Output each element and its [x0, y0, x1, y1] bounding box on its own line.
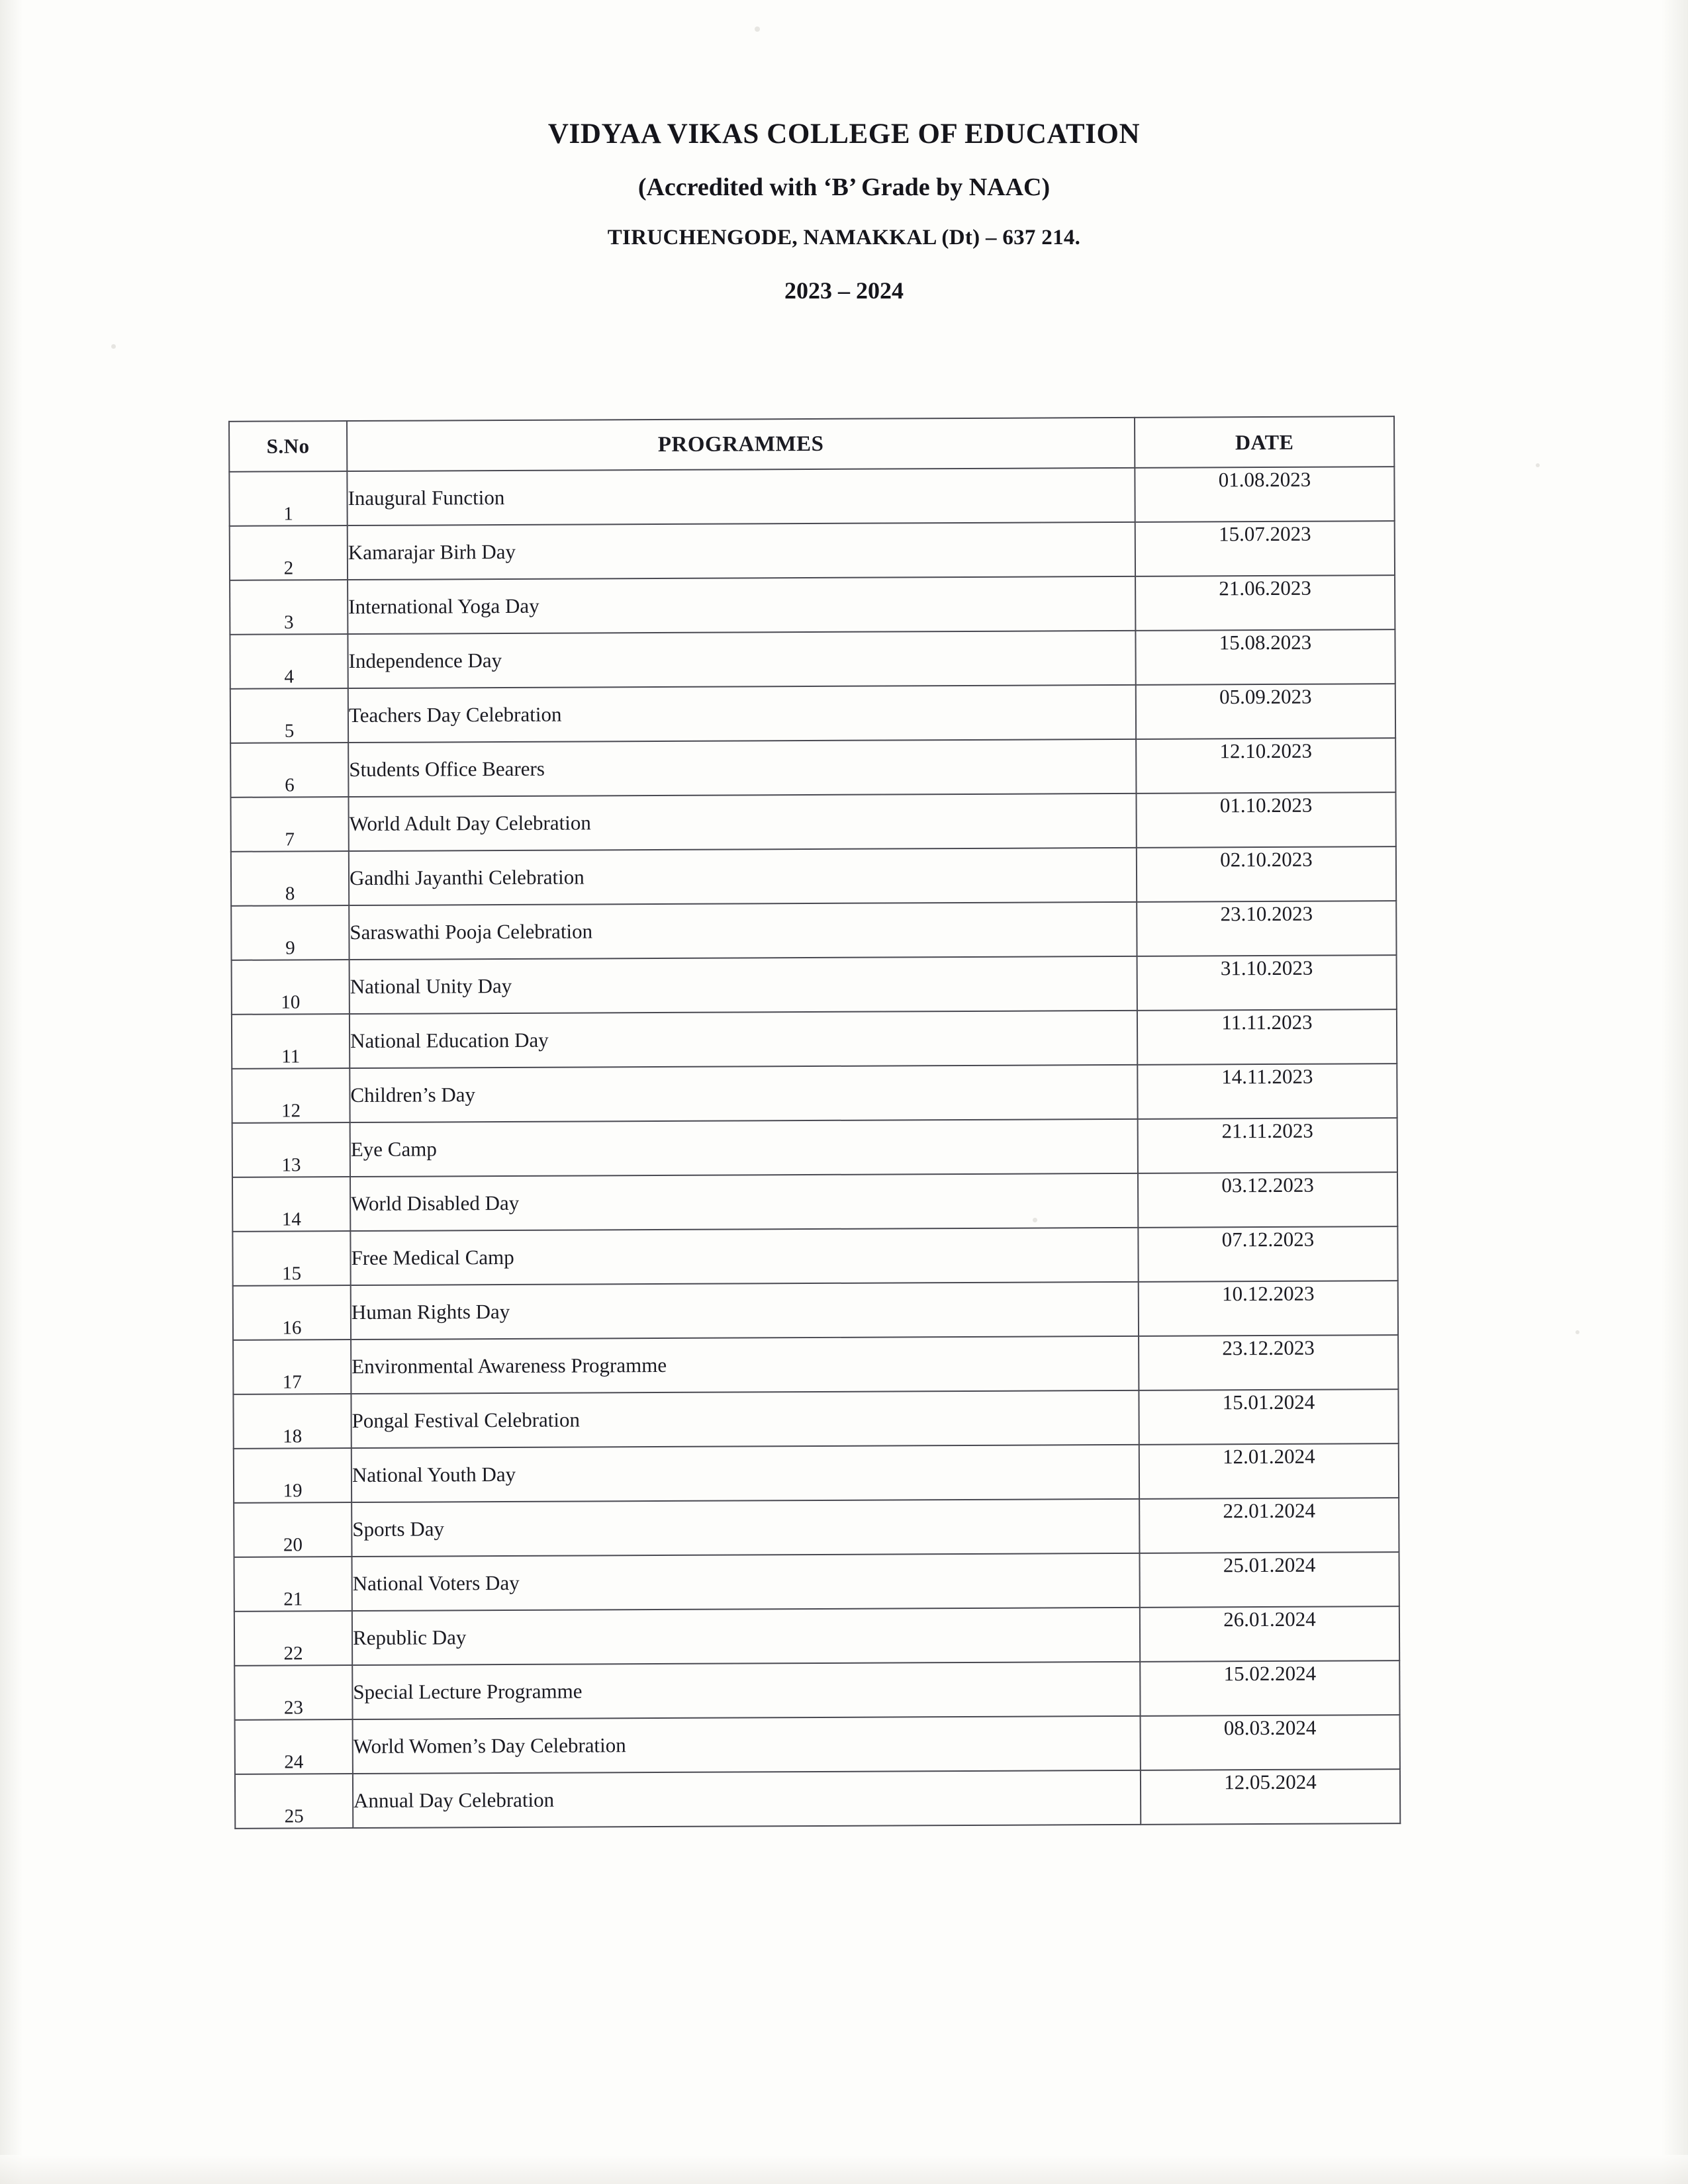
- cell-programme: National Education Day: [350, 1011, 1137, 1068]
- table-row: [230, 792, 1395, 852]
- table-row: [235, 1769, 1400, 1829]
- cell-programme: Gandhi Jayanthi Celebration: [349, 848, 1137, 905]
- cell-date: 25.01.2024: [1139, 1552, 1399, 1608]
- cell-date: 12.01.2024: [1139, 1443, 1399, 1499]
- table-row: [230, 575, 1395, 635]
- cell-date: 15.01.2024: [1139, 1389, 1398, 1445]
- scan-edge-left: [0, 0, 23, 2184]
- cell-sno: 12: [232, 1068, 350, 1123]
- cell-programme: Inaugural Function: [347, 468, 1135, 525]
- table-row: [233, 1389, 1398, 1449]
- cell-date: 15.07.2023: [1135, 521, 1395, 576]
- academic-year: 2023 – 2024: [784, 277, 904, 304]
- cell-date: 07.12.2023: [1138, 1226, 1397, 1282]
- column-header-programmes: PROGRAMMES: [347, 418, 1135, 471]
- cell-sno: 11: [232, 1014, 350, 1069]
- cell-programme: National Voters Day: [352, 1553, 1139, 1611]
- cell-sno: 14: [232, 1177, 350, 1232]
- cell-programme: Saraswathi Pooja Celebration: [349, 902, 1137, 960]
- cell-programme: National Unity Day: [350, 956, 1137, 1014]
- scan-speck: [1575, 1330, 1579, 1334]
- cell-date: 03.12.2023: [1138, 1172, 1397, 1228]
- table-row: [232, 1064, 1397, 1123]
- scan-speck: [1536, 463, 1540, 467]
- cell-sno: 13: [232, 1122, 350, 1177]
- cell-sno: 6: [230, 743, 348, 797]
- cell-date: 08.03.2024: [1141, 1715, 1400, 1770]
- cell-date: 31.10.2023: [1137, 955, 1397, 1011]
- table-row: [232, 1118, 1397, 1177]
- cell-programme: Independence Day: [348, 631, 1135, 688]
- cell-sno: 15: [232, 1231, 350, 1286]
- table-row: [229, 467, 1394, 526]
- table-header: [229, 416, 1394, 472]
- cell-programme: Students Office Bearers: [348, 739, 1136, 797]
- scan-edge-bottom: [0, 2155, 1688, 2184]
- cell-date: 05.09.2023: [1136, 684, 1395, 739]
- cell-date: 12.05.2024: [1141, 1769, 1400, 1825]
- programmes-table-container: [228, 416, 1399, 1829]
- cell-programme: Annual Day Celebration: [353, 1770, 1141, 1828]
- cell-sno: 1: [229, 471, 347, 526]
- cell-date: 26.01.2024: [1140, 1606, 1399, 1662]
- table-header-row: [229, 416, 1394, 472]
- cell-date: 23.12.2023: [1139, 1335, 1398, 1390]
- table-row: [232, 955, 1397, 1015]
- table-row: [231, 901, 1396, 960]
- cell-programme: Sports Day: [352, 1499, 1139, 1557]
- cell-programme: Kamarajar Birh Day: [348, 522, 1135, 580]
- cell-sno: 22: [234, 1611, 352, 1666]
- scan-speck: [755, 26, 760, 32]
- cell-date: 15.08.2023: [1135, 629, 1395, 685]
- cell-date: 14.11.2023: [1137, 1064, 1397, 1119]
- table-row: [230, 684, 1395, 743]
- cell-programme: Teachers Day Celebration: [348, 685, 1136, 743]
- cell-programme: Special Lecture Programme: [352, 1662, 1140, 1719]
- cell-date: 10.12.2023: [1139, 1281, 1398, 1336]
- cell-sno: 18: [233, 1394, 351, 1449]
- cell-sno: 20: [234, 1502, 352, 1557]
- cell-sno: 23: [234, 1665, 352, 1720]
- cell-date: 22.01.2024: [1139, 1498, 1399, 1553]
- cell-sno: 21: [234, 1557, 352, 1612]
- cell-sno: 19: [234, 1448, 352, 1503]
- cell-date: 01.08.2023: [1135, 467, 1394, 522]
- table-row: [234, 1552, 1399, 1612]
- cell-programme: Free Medical Camp: [350, 1228, 1138, 1285]
- column-header-date: DATE: [1135, 416, 1394, 468]
- cell-date: 12.10.2023: [1136, 738, 1395, 794]
- cell-programme: Republic Day: [352, 1608, 1140, 1665]
- cell-sno: 17: [233, 1340, 351, 1394]
- table-row: [233, 1281, 1398, 1340]
- table-body: [229, 467, 1400, 1829]
- cell-date: 02.10.2023: [1137, 846, 1396, 902]
- scan-speck: [111, 344, 116, 349]
- cell-programme: Human Rights Day: [351, 1282, 1139, 1340]
- cell-date: 11.11.2023: [1137, 1009, 1397, 1065]
- table-row: [234, 1443, 1399, 1503]
- cell-programme: Environmental Awareness Programme: [351, 1336, 1139, 1394]
- cell-programme: Eye Camp: [350, 1119, 1138, 1177]
- table-row: [232, 1009, 1397, 1069]
- cell-programme: World Women’s Day Celebration: [353, 1716, 1141, 1774]
- programmes-table: [228, 416, 1401, 1829]
- table-row: [230, 629, 1395, 689]
- institution-title: VIDYAA VIKAS COLLEGE OF EDUCATION: [547, 118, 1141, 150]
- table-row: [230, 521, 1395, 580]
- cell-programme: National Youth Day: [352, 1445, 1139, 1502]
- cell-sno: 9: [231, 905, 349, 960]
- table-row: [234, 1606, 1399, 1666]
- cell-programme: Pongal Festival Celebration: [351, 1390, 1139, 1448]
- table-row: [234, 1498, 1399, 1557]
- table-row: [233, 1335, 1398, 1394]
- cell-sno: 3: [230, 580, 348, 635]
- cell-date: 15.02.2024: [1140, 1661, 1399, 1716]
- cell-date: 21.11.2023: [1138, 1118, 1397, 1173]
- table-row: [234, 1661, 1399, 1720]
- cell-programme: International Yoga Day: [348, 576, 1135, 634]
- scan-edge-right: [1662, 0, 1688, 2184]
- cell-sno: 7: [230, 797, 348, 852]
- cell-sno: 25: [235, 1774, 353, 1829]
- cell-sno: 8: [231, 851, 349, 906]
- address-line: TIRUCHENGODE, NAMAKKAL (Dt) – 637 214.: [607, 226, 1081, 250]
- table-row: [230, 738, 1395, 797]
- table-row: [232, 1172, 1397, 1232]
- table-row: [235, 1715, 1400, 1774]
- column-header-sno: S.No: [229, 421, 347, 472]
- cell-sno: 4: [230, 634, 348, 689]
- cell-date: 23.10.2023: [1137, 901, 1396, 956]
- cell-sno: 24: [235, 1719, 353, 1774]
- table-row: [232, 1226, 1397, 1286]
- accreditation-line: (Accredited with ‘B’ Grade by NAAC): [637, 173, 1051, 201]
- document-header: [0, 118, 1688, 304]
- cell-programme: World Disabled Day: [350, 1173, 1138, 1231]
- cell-date: 21.06.2023: [1135, 575, 1395, 631]
- cell-programme: Children’s Day: [350, 1065, 1137, 1122]
- cell-sno: 2: [230, 525, 348, 580]
- cell-programme: World Adult Day Celebration: [348, 794, 1136, 851]
- cell-sno: 5: [230, 688, 348, 743]
- cell-sno: 16: [233, 1285, 351, 1340]
- cell-date: 01.10.2023: [1136, 792, 1395, 848]
- cell-sno: 10: [232, 960, 350, 1015]
- table-row: [231, 846, 1396, 906]
